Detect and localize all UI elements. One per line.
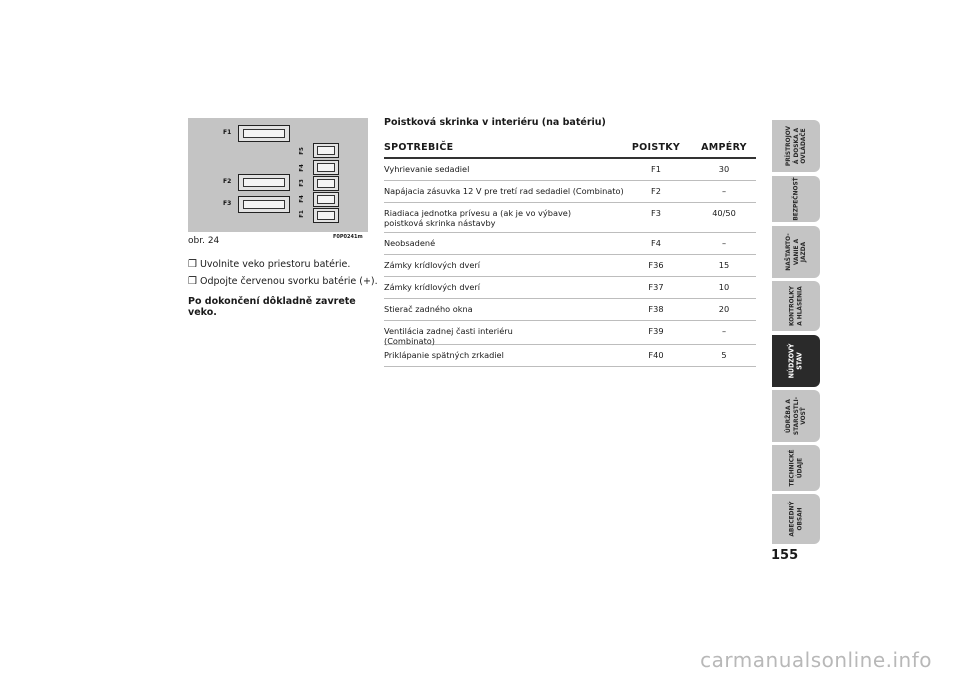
table-row: [384, 321, 756, 345]
figure-code: F0P0241m: [333, 234, 363, 240]
cell-fuse: F1: [651, 164, 661, 174]
cell-device: Zámky krídlových dverí: [384, 260, 481, 270]
table-row: [384, 255, 756, 277]
cell-amp: 5: [721, 350, 727, 360]
fuse-vertical-1: [313, 143, 339, 158]
cell-fuse: F39: [648, 326, 664, 336]
checkbox-icon: ❒: [188, 276, 197, 287]
cell-fuse: F36: [648, 260, 664, 270]
cell-device: Napájacia zásuvka 12 V pre tretí rad sedadiel (Combinato): [384, 186, 624, 196]
table-row: [384, 299, 756, 321]
cell-device: Zámky krídlových dverí: [384, 282, 481, 292]
instruction-item: [188, 259, 350, 270]
cell-amp: 15: [718, 260, 730, 270]
cell-amp: 30: [718, 164, 730, 174]
cell-fuse: F2: [651, 186, 661, 196]
page-number: 155: [771, 548, 799, 563]
vertical-label-5: F1: [298, 210, 305, 218]
fuse-vertical-4: [313, 192, 339, 207]
cell-device: Stierač zadného okna: [384, 304, 473, 314]
cell-amp: –: [721, 326, 727, 336]
chapter-tab[interactable]: [772, 335, 820, 387]
chapter-tab-label: TECHNICKÉ ÚDAJE: [787, 449, 803, 487]
vertical-label-2: F4: [298, 164, 305, 172]
section-title: Poistková skrinka v interiéru (na batériu): [384, 117, 606, 128]
chapter-tab-label: ÚDRŽBA A STAROSTLI- VOSŤ: [783, 396, 807, 436]
header-fuse: POISTKY: [631, 142, 681, 153]
fuse-vertical-5: [313, 208, 339, 223]
fuse-f2: [238, 174, 290, 191]
cell-device: Ventilácia zadnej časti interiéru (Combinato): [384, 326, 513, 346]
chapter-tab-label: NÚDZOVÝ STAV: [787, 343, 803, 379]
fuse-box-illustration: [188, 118, 368, 232]
watermark-text: carmanualsonline.info: [700, 648, 932, 672]
watermark: [0, 648, 960, 672]
fuse-label-f2: F2: [223, 178, 232, 185]
fuse-vertical-3: [313, 176, 339, 191]
chapter-tab[interactable]: [772, 494, 820, 544]
fuse-label-f3: F3: [223, 200, 232, 207]
chapter-tab[interactable]: [772, 281, 820, 331]
table-row: [384, 203, 756, 233]
chapter-tab-label: ABECEDNÝ OBSAH: [787, 501, 803, 537]
cell-device: Vyhrievanie sedadiel: [384, 164, 470, 174]
cell-amp: 40/50: [712, 208, 736, 218]
instruction-item: [188, 276, 378, 287]
vertical-label-3: F3: [298, 179, 305, 187]
cell-fuse: F38: [648, 304, 664, 314]
chapter-tab-label: KONTROLKY A HLÁSENIA: [787, 285, 803, 327]
cell-amp: –: [721, 238, 727, 248]
instruction-text: Uvolnite veko priestoru batérie.: [199, 259, 351, 270]
chapter-tab-label: PRÍSTROJOV Á DOSKA A OVLÁDAČE: [783, 125, 807, 167]
cell-amp: 10: [718, 282, 730, 292]
vertical-label-4: F4: [298, 195, 305, 203]
header-amp: AMPÉRY: [701, 142, 747, 153]
chapter-tab[interactable]: [772, 445, 820, 491]
cell-amp: 20: [718, 304, 730, 314]
header-device: SPOTREBIČE: [384, 142, 454, 153]
chapter-tab[interactable]: [772, 176, 820, 222]
fuse-table: [384, 140, 756, 367]
table-body: [384, 159, 756, 367]
cell-fuse: F37: [648, 282, 664, 292]
table-row: [384, 345, 756, 367]
table-row: [384, 181, 756, 203]
chapter-tab-label: BEZPEČNOSŤ: [791, 177, 800, 221]
figure-caption: obr. 24: [188, 236, 220, 246]
fuse-label-f1: F1: [223, 129, 232, 136]
vertical-label-1: F5: [298, 147, 305, 155]
fuse-f3: [238, 196, 290, 213]
cell-fuse: F4: [651, 238, 661, 248]
table-row: [384, 277, 756, 299]
closing-note: Po dokončení dôkladně zavrete veko.: [188, 296, 356, 318]
fuse-vertical-2: [313, 160, 339, 175]
instruction-text: Odpojte červenou svorku batérie (+).: [199, 276, 378, 287]
cell-fuse: F3: [651, 208, 661, 218]
fuse-f1: [238, 125, 290, 142]
chapter-tab-label: NAŠTARTO- VANIE A JAZDA: [783, 233, 807, 271]
cell-device: Riadiaca jednotka prívesu a (ak je vo výbave) poistková skrinka nástavby: [384, 208, 572, 228]
cell-amp: –: [721, 186, 727, 196]
table-row: [384, 159, 756, 181]
chapter-tab[interactable]: [772, 226, 820, 278]
chapter-tab[interactable]: [772, 390, 820, 442]
cell-device: Priklápanie spätných zrkadiel: [384, 350, 504, 360]
cell-fuse: F40: [648, 350, 664, 360]
checkbox-icon: ❒: [188, 259, 197, 270]
cell-device: Neobsadené: [384, 238, 436, 248]
chapter-tab[interactable]: [772, 120, 820, 172]
table-row: [384, 233, 756, 255]
table-header: [384, 140, 756, 159]
